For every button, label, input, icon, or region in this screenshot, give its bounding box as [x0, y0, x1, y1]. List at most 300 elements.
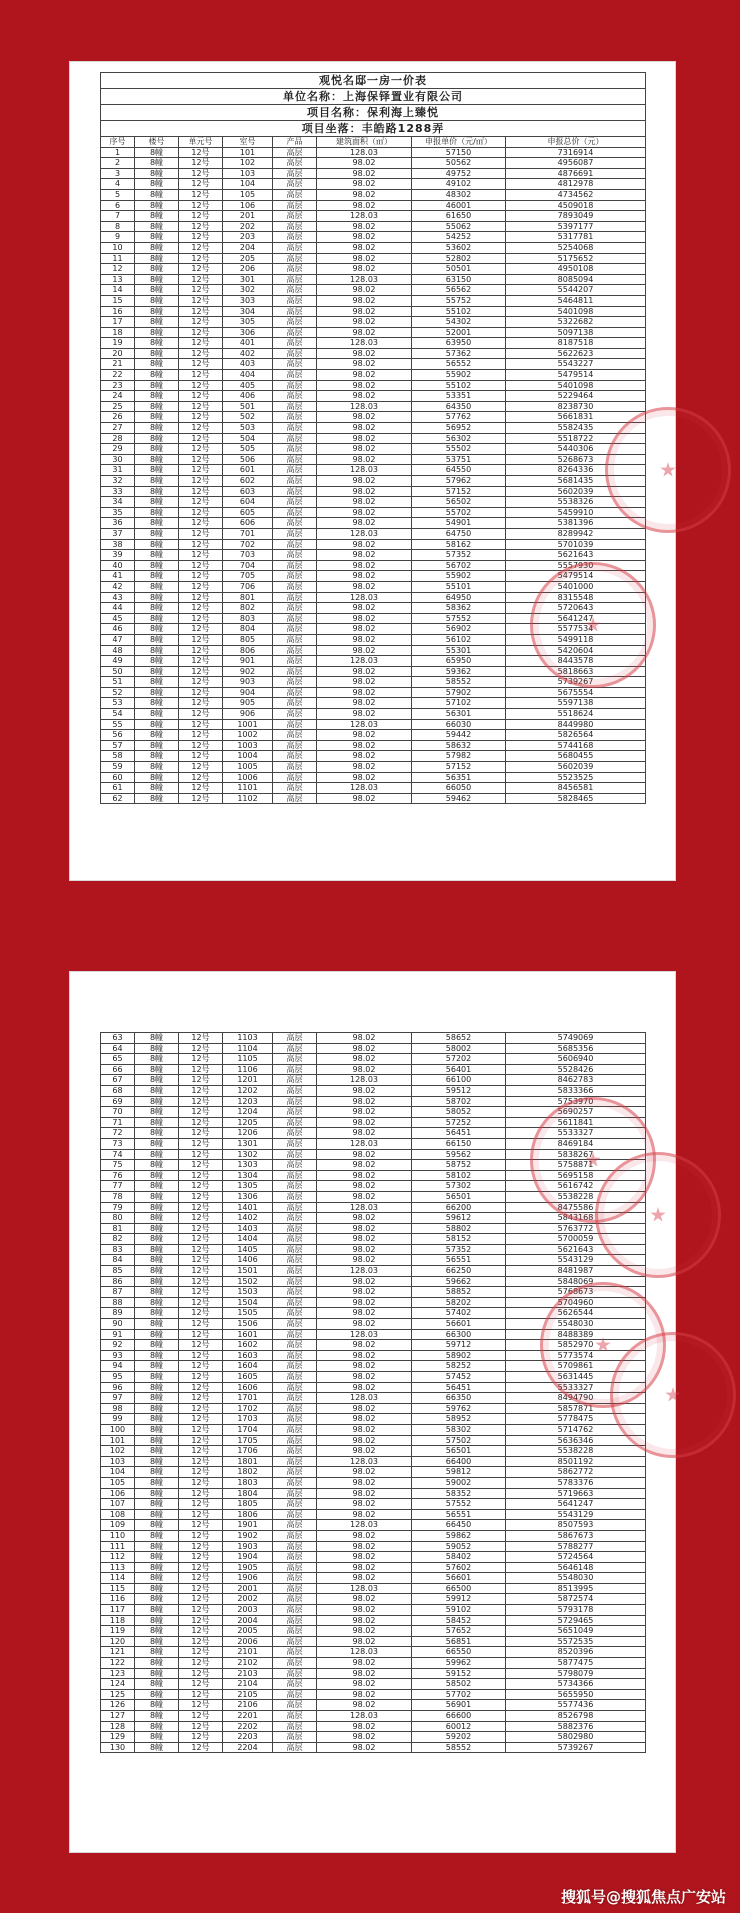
cell-building: 8幢	[135, 1340, 179, 1351]
cell-area: 98.02	[317, 793, 412, 804]
cell-product: 高层	[273, 1477, 317, 1488]
cell-index: 18	[101, 327, 135, 338]
cell-product: 高层	[273, 1138, 317, 1149]
cell-room: 405	[223, 380, 273, 391]
cell-index: 62	[101, 793, 135, 804]
cell-product: 高层	[273, 1393, 317, 1404]
cell-unit-price: 66350	[412, 1393, 506, 1404]
table-row	[101, 306, 646, 317]
cell-total-price: 5544207	[506, 285, 646, 296]
cell-index: 6	[101, 200, 135, 211]
cell-area: 98.02	[317, 1615, 412, 1626]
cell-area: 98.02	[317, 581, 412, 592]
cell-building: 8幢	[135, 1742, 179, 1753]
cell-unit: 12号	[179, 1488, 223, 1499]
cell-total-price: 5685356	[506, 1043, 646, 1054]
cell-room: 1302	[223, 1149, 273, 1160]
cell-index: 31	[101, 465, 135, 476]
cell-index: 115	[101, 1583, 135, 1594]
cell-total-price: 5744168	[506, 740, 646, 751]
cell-product: 高层	[273, 1191, 317, 1202]
cell-room: 1706	[223, 1446, 273, 1457]
cell-total-price: 5734366	[506, 1679, 646, 1690]
cell-room: 1705	[223, 1435, 273, 1446]
cell-unit: 12号	[179, 1234, 223, 1245]
cell-unit: 12号	[179, 634, 223, 645]
table-row	[101, 1477, 646, 1488]
cell-unit: 12号	[179, 528, 223, 539]
cell-room: 1404	[223, 1234, 273, 1245]
cell-building: 8幢	[135, 581, 179, 592]
cell-index: 88	[101, 1297, 135, 1308]
cell-unit-price: 55101	[412, 581, 506, 592]
cell-total-price: 5175652	[506, 253, 646, 264]
cell-unit-price: 55902	[412, 370, 506, 381]
cell-product: 高层	[273, 1075, 317, 1086]
cell-total-price: 5229464	[506, 391, 646, 402]
cell-room: 406	[223, 391, 273, 402]
cell-product: 高层	[273, 1467, 317, 1478]
cell-building: 8幢	[135, 1446, 179, 1457]
cell-room: 504	[223, 433, 273, 444]
cell-area: 128.03	[317, 1393, 412, 1404]
cell-building: 8幢	[135, 1562, 179, 1573]
cell-room: 1905	[223, 1562, 273, 1573]
cell-index: 116	[101, 1594, 135, 1605]
cell-total-price: 5533327	[506, 1128, 646, 1139]
cell-product: 高层	[273, 412, 317, 423]
cell-building: 8幢	[135, 698, 179, 709]
cell-total-price: 5661831	[506, 412, 646, 423]
cell-building: 8幢	[135, 285, 179, 296]
cell-room: 2204	[223, 1742, 273, 1753]
cell-index: 16	[101, 306, 135, 317]
cell-product: 高层	[273, 581, 317, 592]
cell-product: 高层	[273, 1573, 317, 1584]
cell-unit-price: 57402	[412, 1308, 506, 1319]
cell-unit-price: 55502	[412, 444, 506, 455]
cell-product: 高层	[273, 1520, 317, 1531]
cell-unit-price: 58802	[412, 1223, 506, 1234]
cell-unit-price: 56851	[412, 1636, 506, 1647]
cell-product: 高层	[273, 1435, 317, 1446]
cell-product: 高层	[273, 719, 317, 730]
table-row	[101, 1446, 646, 1457]
cell-room: 1006	[223, 772, 273, 783]
cell-index: 64	[101, 1043, 135, 1054]
col-header-unit-price: 申报单价（元/㎡）	[412, 137, 506, 148]
cell-total-price: 5641247	[506, 613, 646, 624]
cell-building: 8幢	[135, 179, 179, 190]
cell-area: 98.02	[317, 1552, 412, 1563]
cell-unit: 12号	[179, 253, 223, 264]
cell-area: 98.02	[317, 1287, 412, 1298]
cell-area: 98.02	[317, 751, 412, 762]
cell-building: 8幢	[135, 507, 179, 518]
cell-total-price: 5826564	[506, 730, 646, 741]
cell-room: 1501	[223, 1266, 273, 1277]
cell-unit-price: 58002	[412, 1043, 506, 1054]
cell-product: 高层	[273, 359, 317, 370]
cell-area: 98.02	[317, 624, 412, 635]
cell-room: 1506	[223, 1319, 273, 1330]
cell-index: 40	[101, 560, 135, 571]
cell-room: 102	[223, 158, 273, 169]
cell-room: 1402	[223, 1213, 273, 1224]
cell-product: 高层	[273, 423, 317, 434]
table-row	[101, 730, 646, 741]
cell-room: 1903	[223, 1541, 273, 1552]
cell-product: 高层	[273, 242, 317, 253]
cell-area: 128.03	[317, 528, 412, 539]
cell-unit: 12号	[179, 709, 223, 720]
cell-unit: 12号	[179, 1414, 223, 1425]
cell-room: 1802	[223, 1467, 273, 1478]
cell-index: 90	[101, 1319, 135, 1330]
table-row	[101, 1742, 646, 1753]
cell-product: 高层	[273, 550, 317, 561]
cell-product: 高层	[273, 295, 317, 306]
cell-area: 128.03	[317, 1138, 412, 1149]
cell-index: 42	[101, 581, 135, 592]
cell-product: 高层	[273, 1488, 317, 1499]
cell-product: 高层	[273, 285, 317, 296]
cell-room: 1001	[223, 719, 273, 730]
cell-product: 高层	[273, 730, 317, 741]
cell-unit-price: 66400	[412, 1456, 506, 1467]
cell-index: 71	[101, 1117, 135, 1128]
cell-unit: 12号	[179, 1329, 223, 1340]
cell-total-price: 5763772	[506, 1223, 646, 1234]
cell-building: 8幢	[135, 1244, 179, 1255]
cell-area: 128.03	[317, 147, 412, 158]
cell-product: 高层	[273, 666, 317, 677]
cell-building: 8幢	[135, 783, 179, 794]
cell-product: 高层	[273, 274, 317, 285]
cell-total-price: 5848069	[506, 1276, 646, 1287]
cell-building: 8幢	[135, 719, 179, 730]
cell-room: 2102	[223, 1658, 273, 1669]
cell-total-price: 5572535	[506, 1636, 646, 1647]
cell-index: 67	[101, 1075, 135, 1086]
cell-index: 91	[101, 1329, 135, 1340]
cell-product: 高层	[273, 1107, 317, 1118]
cell-index: 2	[101, 158, 135, 169]
cell-unit: 12号	[179, 317, 223, 328]
cell-building: 8幢	[135, 1679, 179, 1690]
cell-area: 98.02	[317, 1732, 412, 1743]
cell-total-price: 5753970	[506, 1096, 646, 1107]
cell-area: 98.02	[317, 454, 412, 465]
cell-building: 8幢	[135, 772, 179, 783]
cell-building: 8幢	[135, 1403, 179, 1414]
cell-area: 98.02	[317, 1679, 412, 1690]
cell-product: 高层	[273, 656, 317, 667]
table-row	[101, 168, 646, 179]
cell-total-price: 8494790	[506, 1393, 646, 1404]
cell-area: 98.02	[317, 232, 412, 243]
cell-room: 1003	[223, 740, 273, 751]
table-row	[101, 211, 646, 222]
cell-unit: 12号	[179, 1467, 223, 1478]
cell-total-price: 5621643	[506, 550, 646, 561]
cell-product: 高层	[273, 1594, 317, 1605]
cell-unit: 12号	[179, 1679, 223, 1690]
cell-total-price: 8187518	[506, 338, 646, 349]
cell-index: 19	[101, 338, 135, 349]
cell-area: 98.02	[317, 1276, 412, 1287]
cell-building: 8幢	[135, 1477, 179, 1488]
cell-area: 98.02	[317, 1181, 412, 1192]
cell-index: 82	[101, 1234, 135, 1245]
cell-unit-price: 48302	[412, 189, 506, 200]
cell-index: 121	[101, 1647, 135, 1658]
cell-unit-price: 57982	[412, 751, 506, 762]
cell-product: 高层	[273, 1530, 317, 1541]
cell-index: 101	[101, 1435, 135, 1446]
cell-building: 8幢	[135, 1658, 179, 1669]
cell-index: 75	[101, 1160, 135, 1171]
cell-unit-price: 59002	[412, 1477, 506, 1488]
table-row	[101, 1721, 646, 1732]
cell-product: 高层	[273, 253, 317, 264]
cell-product: 高层	[273, 1742, 317, 1753]
cell-unit: 12号	[179, 189, 223, 200]
table-row	[101, 793, 646, 804]
cell-room: 1206	[223, 1128, 273, 1139]
table-row	[101, 719, 646, 730]
cell-unit-price: 55102	[412, 380, 506, 391]
cell-total-price: 5818663	[506, 666, 646, 677]
table-row	[101, 274, 646, 285]
cell-unit: 12号	[179, 603, 223, 614]
cell-unit-price: 66450	[412, 1520, 506, 1531]
cell-total-price: 8449980	[506, 719, 646, 730]
cell-building: 8幢	[135, 401, 179, 412]
cell-building: 8幢	[135, 1075, 179, 1086]
cell-total-price: 5681435	[506, 476, 646, 487]
cell-total-price: 8526798	[506, 1711, 646, 1722]
cell-unit: 12号	[179, 656, 223, 667]
cell-room: 2201	[223, 1711, 273, 1722]
cell-unit: 12号	[179, 1721, 223, 1732]
cell-room: 505	[223, 444, 273, 455]
table-row	[101, 1594, 646, 1605]
cell-room: 506	[223, 454, 273, 465]
cell-product: 高层	[273, 634, 317, 645]
cell-unit: 12号	[179, 232, 223, 243]
cell-total-price: 7316914	[506, 147, 646, 158]
cell-area: 98.02	[317, 359, 412, 370]
cell-area: 98.02	[317, 1054, 412, 1065]
cell-unit: 12号	[179, 730, 223, 741]
cell-building: 8幢	[135, 603, 179, 614]
cell-area: 98.02	[317, 1170, 412, 1181]
table-row	[101, 412, 646, 423]
cell-unit-price: 52802	[412, 253, 506, 264]
cell-unit: 12号	[179, 370, 223, 381]
cell-product: 高层	[273, 528, 317, 539]
cell-room: 803	[223, 613, 273, 624]
cell-room: 1606	[223, 1382, 273, 1393]
cell-unit: 12号	[179, 1350, 223, 1361]
cell-product: 高层	[273, 454, 317, 465]
cell-area: 98.02	[317, 497, 412, 508]
cell-index: 33	[101, 486, 135, 497]
cell-product: 高层	[273, 1668, 317, 1679]
cell-building: 8幢	[135, 1424, 179, 1435]
cell-building: 8幢	[135, 1689, 179, 1700]
cell-product: 高层	[273, 147, 317, 158]
cell-index: 68	[101, 1085, 135, 1096]
cell-area: 98.02	[317, 1742, 412, 1753]
cell-total-price: 5631445	[506, 1372, 646, 1383]
cell-total-price: 8238730	[506, 401, 646, 412]
cell-area: 98.02	[317, 1372, 412, 1383]
cell-product: 高层	[273, 1636, 317, 1647]
cell-total-price: 5499118	[506, 634, 646, 645]
table-row	[101, 380, 646, 391]
cell-index: 1	[101, 147, 135, 158]
cell-total-price: 5611841	[506, 1117, 646, 1128]
cell-area: 98.02	[317, 1128, 412, 1139]
cell-room: 2105	[223, 1689, 273, 1700]
cell-building: 8幢	[135, 327, 179, 338]
cell-building: 8幢	[135, 1541, 179, 1552]
cell-total-price: 5254068	[506, 242, 646, 253]
cell-building: 8幢	[135, 359, 179, 370]
cell-unit: 12号	[179, 147, 223, 158]
cell-total-price: 5719663	[506, 1488, 646, 1499]
source-watermark: 搜狐号@搜狐焦点广安站	[560, 1888, 726, 1906]
cell-total-price: 5852970	[506, 1340, 646, 1351]
cell-product: 高层	[273, 740, 317, 751]
cell-total-price: 5322682	[506, 317, 646, 328]
cell-building: 8幢	[135, 550, 179, 561]
table-row	[101, 1583, 646, 1594]
cell-room: 1603	[223, 1350, 273, 1361]
cell-room: 1101	[223, 783, 273, 794]
cell-unit-price: 57152	[412, 486, 506, 497]
cell-building: 8幢	[135, 687, 179, 698]
cell-unit: 12号	[179, 1520, 223, 1531]
cell-total-price: 5704960	[506, 1297, 646, 1308]
cell-product: 高层	[273, 370, 317, 381]
cell-total-price: 5646148	[506, 1562, 646, 1573]
cell-index: 89	[101, 1308, 135, 1319]
cell-room: 1004	[223, 751, 273, 762]
cell-index: 73	[101, 1138, 135, 1149]
cell-unit: 12号	[179, 666, 223, 677]
cell-index: 23	[101, 380, 135, 391]
cell-unit: 12号	[179, 1361, 223, 1372]
cell-unit-price: 58102	[412, 1170, 506, 1181]
cell-unit: 12号	[179, 560, 223, 571]
table-title: 观悦名邸一房一价表	[101, 73, 646, 89]
cell-unit-price: 58652	[412, 1033, 506, 1044]
cell-unit: 12号	[179, 1530, 223, 1541]
cell-room: 1904	[223, 1552, 273, 1563]
cell-product: 高层	[273, 783, 317, 794]
cell-total-price: 4509018	[506, 200, 646, 211]
cell-index: 123	[101, 1668, 135, 1679]
cell-index: 22	[101, 370, 135, 381]
cell-product: 高层	[273, 1615, 317, 1626]
cell-index: 51	[101, 677, 135, 688]
cell-index: 113	[101, 1562, 135, 1573]
cell-unit-price: 52001	[412, 327, 506, 338]
cell-area: 98.02	[317, 709, 412, 720]
cell-room: 1306	[223, 1191, 273, 1202]
cell-area: 98.02	[317, 518, 412, 529]
cell-unit-price: 56451	[412, 1382, 506, 1393]
cell-total-price: 4812978	[506, 179, 646, 190]
cell-total-price: 5709861	[506, 1361, 646, 1372]
cell-index: 105	[101, 1477, 135, 1488]
cell-building: 8幢	[135, 1160, 179, 1171]
cell-product: 高层	[273, 1626, 317, 1637]
cell-total-price: 5798079	[506, 1668, 646, 1679]
cell-unit-price: 66030	[412, 719, 506, 730]
cell-total-price: 5440306	[506, 444, 646, 455]
cell-index: 26	[101, 412, 135, 423]
cell-product: 高层	[273, 179, 317, 190]
cell-total-price: 5793178	[506, 1605, 646, 1616]
cell-area: 98.02	[317, 433, 412, 444]
cell-unit-price: 58302	[412, 1424, 506, 1435]
cell-unit-price: 55102	[412, 306, 506, 317]
cell-unit-price: 58152	[412, 1234, 506, 1245]
cell-product: 高层	[273, 1329, 317, 1340]
cell-unit: 12号	[179, 1573, 223, 1584]
cell-room: 706	[223, 581, 273, 592]
cell-total-price: 8456581	[506, 783, 646, 794]
cell-area: 128.03	[317, 1075, 412, 1086]
cell-room: 2101	[223, 1647, 273, 1658]
cell-product: 高层	[273, 189, 317, 200]
cell-unit: 12号	[179, 306, 223, 317]
cell-unit: 12号	[179, 1276, 223, 1287]
cell-area: 128.03	[317, 465, 412, 476]
cell-product: 高层	[273, 1382, 317, 1393]
cell-index: 20	[101, 348, 135, 359]
cell-index: 34	[101, 497, 135, 508]
cell-building: 8幢	[135, 1043, 179, 1054]
cell-unit-price: 53602	[412, 242, 506, 253]
cell-index: 79	[101, 1202, 135, 1213]
cell-unit: 12号	[179, 1456, 223, 1467]
cell-index: 111	[101, 1541, 135, 1552]
cell-unit: 12号	[179, 1107, 223, 1118]
cell-unit: 12号	[179, 158, 223, 169]
cell-index: 30	[101, 454, 135, 465]
cell-product: 高层	[273, 1202, 317, 1213]
cell-product: 高层	[273, 168, 317, 179]
cell-total-price: 5862772	[506, 1467, 646, 1478]
cell-area: 98.02	[317, 1700, 412, 1711]
cell-product: 高层	[273, 497, 317, 508]
cell-area: 98.02	[317, 158, 412, 169]
cell-area: 98.02	[317, 327, 412, 338]
cell-total-price: 8475586	[506, 1202, 646, 1213]
cell-total-price: 8085094	[506, 274, 646, 285]
table-row	[101, 221, 646, 232]
table-row	[101, 1255, 646, 1266]
cell-index: 57	[101, 740, 135, 751]
cell-product: 高层	[273, 1403, 317, 1414]
table-row	[101, 1668, 646, 1679]
cell-unit-price: 57150	[412, 147, 506, 158]
